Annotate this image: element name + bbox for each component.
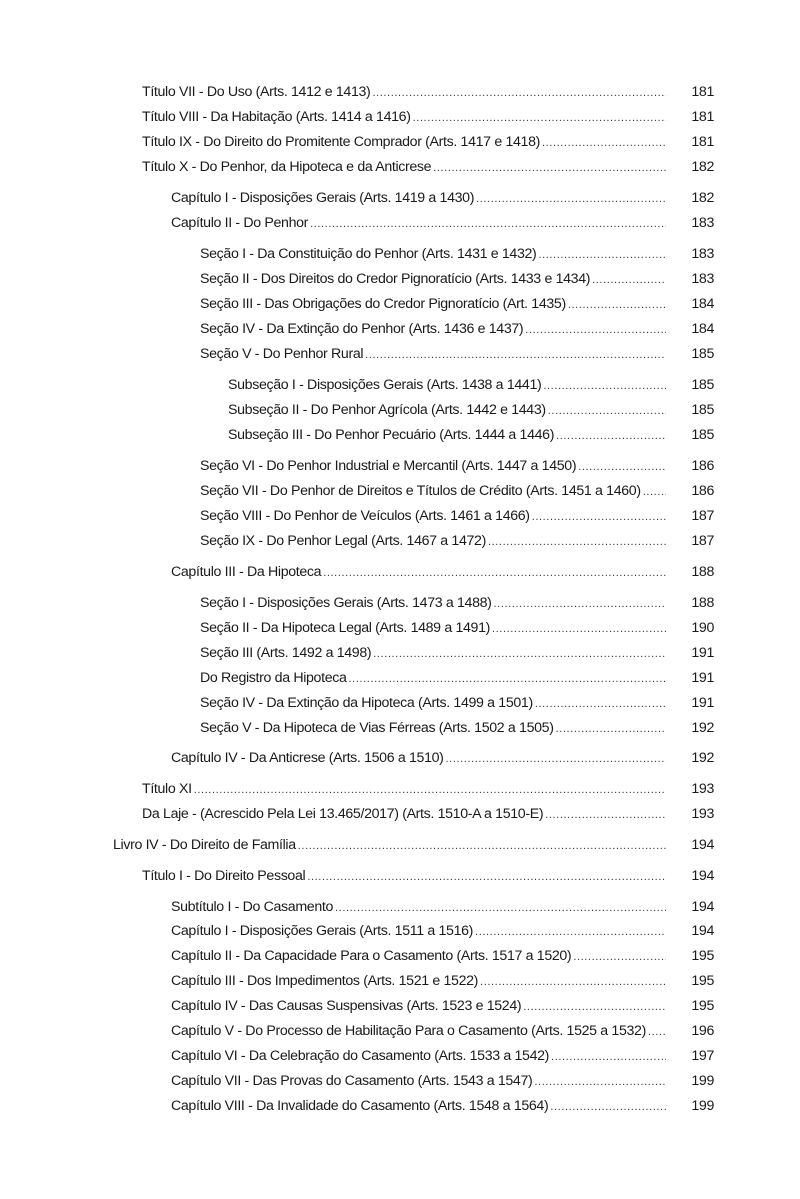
dot-leader bbox=[648, 1022, 666, 1042]
toc-entry-title: Capítulo V - Do Processo de Habilitação Para o Casamento (Arts. 1525 a 1532) bbox=[171, 1023, 646, 1039]
dot-leader bbox=[568, 295, 666, 315]
toc-entry[interactable] bbox=[142, 157, 714, 177]
toc-entry-page: 194 bbox=[691, 923, 714, 939]
toc-entry-page: 191 bbox=[691, 645, 714, 661]
dot-leader bbox=[543, 376, 666, 396]
toc-entry-page: 187 bbox=[691, 533, 714, 549]
toc-entry-page: 186 bbox=[691, 483, 714, 499]
toc-entry-page: 193 bbox=[691, 781, 714, 797]
toc-entry-title: Capítulo II - Da Capacidade Para o Casamento (Arts. 1517 a 1520) bbox=[171, 948, 572, 964]
toc-entry-page: 183 bbox=[691, 246, 714, 262]
toc-entry[interactable] bbox=[228, 425, 714, 445]
toc-entry-title: Título XI bbox=[142, 781, 192, 797]
toc-entry-title: Título VII - Do Uso (Arts. 1412 e 1413) bbox=[142, 84, 371, 100]
dot-leader bbox=[372, 83, 666, 103]
toc-entry-page: 183 bbox=[691, 215, 714, 231]
toc-entry-title: Seção I - Disposições Gerais (Arts. 1473 a 1488) bbox=[200, 595, 492, 611]
toc-entry[interactable] bbox=[200, 693, 714, 713]
dot-leader bbox=[349, 669, 666, 689]
toc-entry-page: 185 bbox=[691, 346, 714, 362]
toc-entry[interactable] bbox=[113, 835, 714, 855]
toc-entry-page: 183 bbox=[691, 271, 714, 287]
toc-entry-title: Seção VII - Do Penhor de Direitos e Títulos de Crédito (Arts. 1451 a 1460) bbox=[200, 483, 641, 499]
toc-entry-page: 195 bbox=[691, 973, 714, 989]
toc-entry-page: 193 bbox=[691, 806, 714, 822]
toc-entry-page: 185 bbox=[691, 427, 714, 443]
dot-leader bbox=[542, 133, 666, 153]
dot-leader bbox=[446, 749, 666, 769]
toc-entry-title: Livro IV - Do Direito de Família bbox=[113, 837, 296, 853]
toc-entry[interactable] bbox=[200, 319, 714, 339]
toc-entry[interactable] bbox=[200, 643, 714, 663]
dot-leader bbox=[310, 214, 666, 234]
toc-entry-title: Capítulo IV - Das Causas Suspensivas (Arts. 1523 e 1524) bbox=[171, 998, 522, 1014]
dot-leader bbox=[556, 719, 666, 739]
toc-entry[interactable] bbox=[200, 344, 714, 364]
toc-entry-page: 185 bbox=[691, 377, 714, 393]
toc-entry-page: 195 bbox=[691, 998, 714, 1014]
toc-entry[interactable] bbox=[200, 244, 714, 264]
toc-entry-title: Subtítulo I - Do Casamento bbox=[171, 899, 334, 915]
dot-leader bbox=[433, 158, 666, 178]
toc-entry-title: Capítulo III - Dos Impedimentos (Arts. 1521 e 1522) bbox=[171, 973, 479, 989]
toc-entry[interactable] bbox=[200, 294, 714, 314]
dot-leader bbox=[365, 345, 666, 365]
toc-entry[interactable] bbox=[171, 1071, 714, 1091]
toc-entry[interactable] bbox=[200, 481, 714, 501]
dot-leader bbox=[550, 1097, 666, 1117]
toc-entry[interactable] bbox=[171, 1046, 714, 1066]
toc-entry[interactable] bbox=[142, 82, 714, 102]
toc-entry-title: Título IX - Do Direito do Promitente Comprador (Arts. 1417 e 1418) bbox=[142, 134, 540, 150]
dot-leader bbox=[480, 972, 666, 992]
toc-entry-page: 199 bbox=[691, 1073, 714, 1089]
toc-entry-title: Capítulo VII - Das Provas do Casamento (Arts. 1543 a 1547) bbox=[171, 1073, 533, 1089]
toc-entry-title: Capítulo VI - Da Celebração do Casamento (Arts. 1533 a 1542) bbox=[171, 1048, 550, 1064]
toc-entry-title: Subseção I - Disposições Gerais (Arts. 1438 a 1441) bbox=[228, 377, 542, 393]
toc-entry-title: Seção II - Da Hipoteca Legal (Arts. 1489 a 1491) bbox=[200, 620, 490, 636]
toc-entry[interactable] bbox=[200, 506, 714, 526]
toc-entry-page: 194 bbox=[691, 899, 714, 915]
dot-leader bbox=[413, 108, 666, 128]
dot-leader bbox=[492, 619, 666, 639]
dot-leader bbox=[592, 270, 666, 290]
dot-leader bbox=[494, 594, 666, 614]
toc-entry-page: 185 bbox=[691, 402, 714, 418]
toc-entry-page: 182 bbox=[691, 190, 714, 206]
toc-entry[interactable] bbox=[142, 107, 714, 127]
toc-entry-title: Título I - Do Direito Pessoal bbox=[142, 868, 306, 884]
dot-leader bbox=[535, 694, 666, 714]
toc-entry-title: Seção V - Do Penhor Rural bbox=[200, 346, 364, 362]
toc-entry-page: 188 bbox=[691, 595, 714, 611]
dot-leader bbox=[488, 532, 666, 552]
toc-entry-page: 194 bbox=[691, 837, 714, 853]
dot-leader bbox=[323, 563, 666, 583]
toc-entry-title: Subseção II - Do Penhor Agrícola (Arts. 1442 e 1443) bbox=[228, 402, 546, 418]
toc-entry-title: Seção VI - Do Penhor Industrial e Mercantil (Arts. 1447 a 1450) bbox=[200, 458, 577, 474]
toc-entry[interactable] bbox=[200, 531, 714, 551]
dot-leader bbox=[307, 867, 666, 887]
toc-entry-page: 186 bbox=[691, 458, 714, 474]
toc-entry-page: 199 bbox=[691, 1098, 714, 1114]
toc-entry-title: Seção I - Da Constituição do Penhor (Arts. 1431 e 1432) bbox=[200, 246, 537, 262]
toc-entry-title: Seção VIII - Do Penhor de Veículos (Arts. 1461 a 1466) bbox=[200, 508, 530, 524]
dot-leader bbox=[335, 898, 666, 918]
toc-entry[interactable] bbox=[200, 593, 714, 613]
toc-entry[interactable] bbox=[171, 188, 714, 208]
dot-leader bbox=[573, 947, 666, 967]
dot-leader bbox=[475, 922, 666, 942]
toc-entry[interactable] bbox=[142, 804, 714, 824]
toc-entry[interactable] bbox=[171, 213, 714, 233]
toc-entry[interactable] bbox=[171, 996, 714, 1016]
dot-leader bbox=[578, 457, 666, 477]
dot-leader bbox=[194, 780, 666, 800]
toc-entry-page: 196 bbox=[691, 1023, 714, 1039]
toc-entry-page: 191 bbox=[691, 695, 714, 711]
toc-entry[interactable] bbox=[200, 618, 714, 638]
toc-entry-title: Capítulo I - Disposições Gerais (Arts. 1419 a 1430) bbox=[171, 190, 475, 206]
toc-entry-page: 194 bbox=[691, 868, 714, 884]
toc-entry-page: 188 bbox=[691, 564, 714, 580]
dot-leader bbox=[298, 836, 666, 856]
dot-leader bbox=[523, 997, 666, 1017]
toc-entry[interactable] bbox=[200, 718, 714, 738]
toc-entry-page: 181 bbox=[691, 134, 714, 150]
toc-entry[interactable] bbox=[200, 668, 714, 688]
toc-entry-title: Capítulo VIII - Da Invalidade do Casamento (Arts. 1548 a 1564) bbox=[171, 1098, 549, 1114]
toc-entry[interactable] bbox=[171, 897, 714, 917]
toc-entry-title: Seção III - Das Obrigações do Credor Pignoratício (Art. 1435) bbox=[200, 296, 566, 312]
toc-entry-page: 197 bbox=[691, 1048, 714, 1064]
dot-leader bbox=[538, 245, 666, 265]
toc-entry[interactable] bbox=[171, 748, 714, 768]
dot-leader bbox=[476, 189, 666, 209]
toc-entry-title: Seção III (Arts. 1492 a 1498) bbox=[200, 645, 372, 661]
toc-entry[interactable] bbox=[171, 921, 714, 941]
toc-entry-title: Seção IV - Da Extinção do Penhor (Arts. 1436 e 1437) bbox=[200, 321, 524, 337]
dot-leader bbox=[534, 1072, 666, 1092]
toc-entry[interactable] bbox=[142, 132, 714, 152]
toc-entry[interactable] bbox=[142, 779, 714, 799]
toc-entry[interactable] bbox=[171, 1096, 714, 1116]
dot-leader bbox=[643, 482, 666, 502]
toc-entry-title: Seção IX - Do Penhor Legal (Arts. 1467 a 1472) bbox=[200, 533, 486, 549]
toc-entry-title: Capítulo I - Disposições Gerais (Arts. 1511 a 1516) bbox=[171, 923, 474, 939]
toc-entry[interactable] bbox=[228, 400, 714, 420]
toc-entry-page: 192 bbox=[691, 720, 714, 736]
toc-entry-title: Seção II - Dos Direitos do Credor Pignoratício (Arts. 1433 e 1434) bbox=[200, 271, 591, 287]
dot-leader bbox=[373, 644, 666, 664]
toc-entry[interactable] bbox=[200, 456, 714, 476]
toc-entry[interactable] bbox=[171, 1021, 714, 1041]
toc-entry-title: Capítulo IV - Da Anticrese (Arts. 1506 a 1510) bbox=[171, 750, 444, 766]
toc-entry-title: Seção IV - Da Extinção da Hipoteca (Arts. 1499 a 1501) bbox=[200, 695, 533, 711]
toc-entry[interactable] bbox=[228, 375, 714, 395]
toc-entry-title: Título VIII - Da Habitação (Arts. 1414 a 1416) bbox=[142, 109, 411, 125]
toc-entry-title: Subseção III - Do Penhor Pecuário (Arts. 1444 a 1446) bbox=[228, 427, 555, 443]
toc-entry-title: Do Registro da Hipoteca bbox=[200, 670, 347, 686]
toc-entry-page: 181 bbox=[691, 84, 714, 100]
dot-leader bbox=[548, 401, 666, 421]
toc-entry-page: 191 bbox=[691, 670, 714, 686]
toc-entry[interactable] bbox=[171, 946, 714, 966]
toc-entry-page: 187 bbox=[691, 508, 714, 524]
toc-entry-page: 190 bbox=[691, 620, 714, 636]
toc-entry-title: Capítulo II - Do Penhor bbox=[171, 215, 309, 231]
toc-entry-page: 184 bbox=[691, 321, 714, 337]
toc-entry-title: Seção V - Da Hipoteca de Vias Férreas (Arts. 1502 a 1505) bbox=[200, 720, 554, 736]
toc-entry-page: 184 bbox=[691, 296, 714, 312]
toc-entry[interactable] bbox=[142, 866, 714, 886]
toc-entry-page: 181 bbox=[691, 109, 714, 125]
dot-leader bbox=[556, 426, 666, 446]
toc-entry-page: 192 bbox=[691, 750, 714, 766]
toc-entry-title: Da Laje - (Acrescido Pela Lei 13.465/2017) (Arts. 1510-A a 1510-E) bbox=[142, 806, 544, 822]
toc-entry-page: 182 bbox=[691, 159, 714, 175]
dot-leader bbox=[545, 805, 666, 825]
toc-entry[interactable] bbox=[171, 971, 714, 991]
toc-entry[interactable] bbox=[200, 269, 714, 289]
dot-leader bbox=[532, 507, 666, 527]
toc-entry[interactable] bbox=[171, 562, 714, 582]
dot-leader bbox=[551, 1047, 666, 1067]
toc-entry-page: 195 bbox=[691, 948, 714, 964]
toc-entry-title: Capítulo III - Da Hipoteca bbox=[171, 564, 322, 580]
toc-entry-title: Título X - Do Penhor, da Hipoteca e da Anticrese bbox=[142, 159, 432, 175]
dot-leader bbox=[525, 320, 666, 340]
